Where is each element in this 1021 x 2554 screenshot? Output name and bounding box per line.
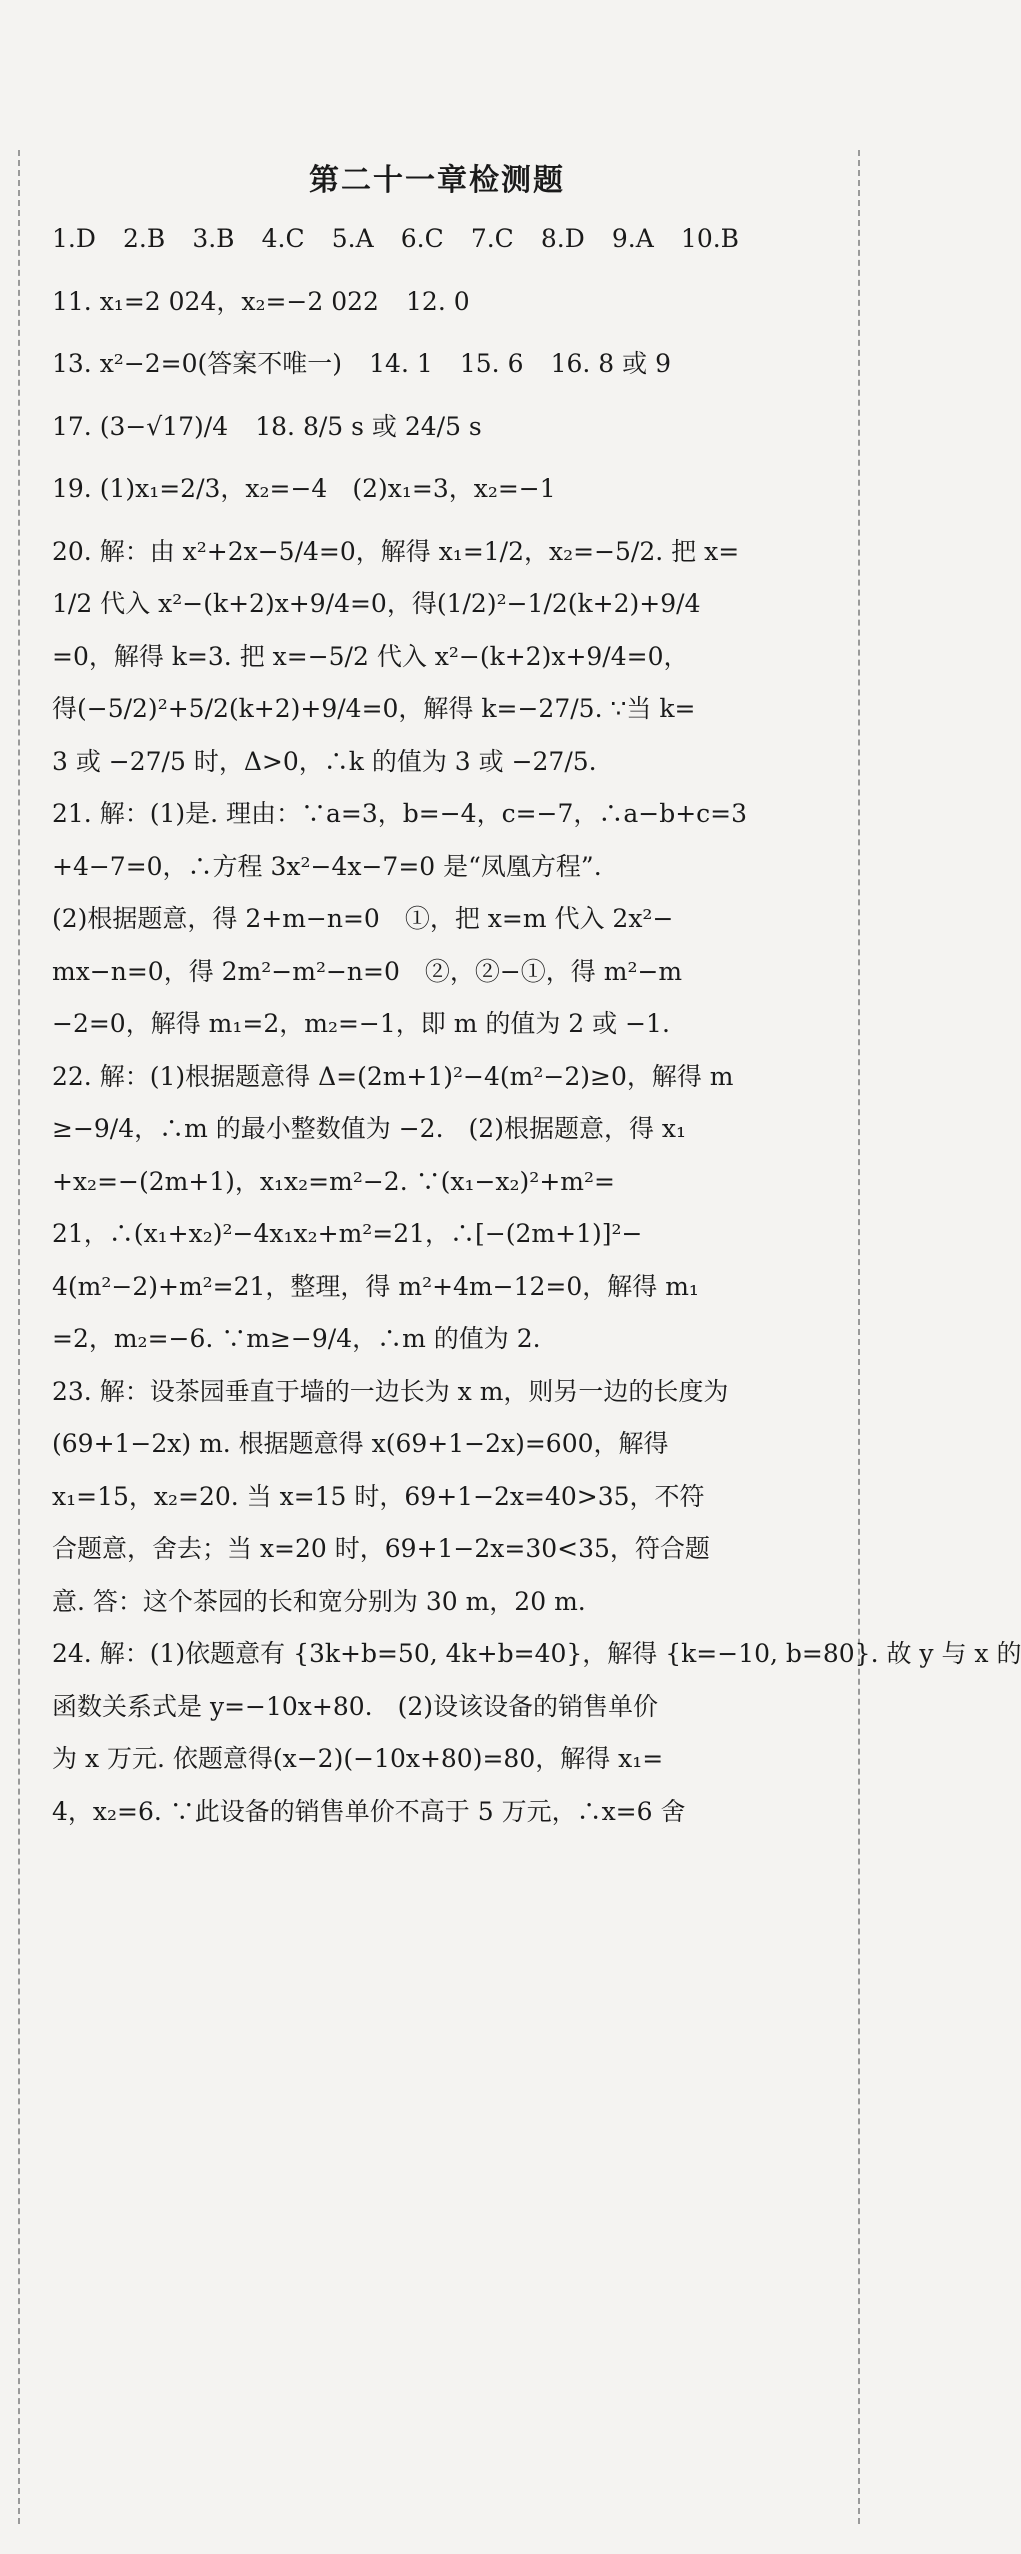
solution-line: 20. 解：由 x²+2x−5/4=0，解得 x₁=1/2，x₂=−5/2. 把 x= bbox=[52, 536, 740, 566]
solution-21 bbox=[52, 798, 822, 1041]
answers-row-4 bbox=[52, 411, 822, 444]
answer-17: 17. (3−√17)/4 bbox=[52, 411, 229, 441]
answer-3: 3.B bbox=[192, 224, 235, 253]
answer-page bbox=[52, 155, 1021, 1848]
answer-18: 18. 8/5 s 或 24/5 s bbox=[255, 411, 482, 441]
answer-12: 12. 0 bbox=[406, 286, 470, 316]
solution-line: 4(m²−2)+m²=21，整理，得 m²+4m−12=0，解得 m₁ bbox=[52, 1271, 699, 1301]
solution-20 bbox=[52, 536, 822, 779]
answers-row-3 bbox=[52, 348, 822, 381]
answer-1: 1.D bbox=[52, 224, 96, 253]
solution-22 bbox=[52, 1061, 822, 1356]
answer-5: 5.A bbox=[331, 224, 374, 253]
answer-4: 4.C bbox=[261, 224, 305, 253]
solution-line: 得(−5/2)²+5/2(k+2)+9/4=0，解得 k=−27/5. ∵当 k= bbox=[52, 694, 696, 723]
solution-line: 21. 解：(1)是. 理由：∵a=3，b=−4，c=−7，∴a−b+c=3 bbox=[52, 799, 748, 828]
solution-line: 21，∴(x₁+x₂)²−4x₁x₂+m²=21，∴[−(2m+1)]²− bbox=[52, 1219, 643, 1248]
solution-line: 意. 答：这个茶园的长和宽分别为 30 m，20 m. bbox=[52, 1586, 586, 1616]
page-title: 第二十一章检测题 bbox=[309, 163, 565, 198]
answer-10: 10.B bbox=[680, 224, 740, 253]
solution-line: ≥−9/4，∴m 的最小整数值为 −2. (2)根据题意，得 x₁ bbox=[52, 1114, 687, 1143]
answer-13: 13. x²−2=0(答案不唯一) bbox=[52, 349, 343, 378]
answer-14: 14. 1 bbox=[369, 349, 433, 378]
solution-23 bbox=[52, 1376, 822, 1619]
solution-line: 为 x 万元. 依题意得(x−2)(−10x+80)=80，解得 x₁= bbox=[52, 1744, 664, 1773]
answer-19: 19. (1)x₁=2/3，x₂=−4 (2)x₁=3，x₂=−1 bbox=[52, 474, 556, 503]
solution-line: 4，x₂=6. ∵此设备的销售单价不高于 5 万元，∴x=6 舍 bbox=[52, 1796, 686, 1826]
answer-7: 7.C bbox=[470, 224, 514, 253]
solution-line: 23. 解：设茶园垂直于墙的一边长为 x m，则另一边的长度为 bbox=[52, 1376, 729, 1406]
answer-9: 9.A bbox=[611, 224, 654, 253]
solution-line: (2)根据题意，得 2+m−n=0 ①，把 x=m 代入 2x²− bbox=[52, 904, 674, 933]
solution-line: 函数关系式是 y=−10x+80. (2)设该设备的销售单价 bbox=[52, 1691, 658, 1721]
solution-line: 3 或 −27/5 时，Δ>0，∴k 的值为 3 或 −27/5. bbox=[52, 746, 597, 776]
right-dashed-border bbox=[858, 150, 860, 2524]
solution-24 bbox=[52, 1638, 1021, 1828]
solution-line: mx−n=0，得 2m²−m²−n=0 ②，②−①，得 m²−m bbox=[52, 956, 683, 986]
solution-line: (69+1−2x) m. 根据题意得 x(69+1−2x)=600，解得 bbox=[52, 1429, 669, 1458]
answer-8: 8.D bbox=[540, 224, 585, 253]
solution-line: =2，m₂=−6. ∵m≥−9/4，∴m 的值为 2. bbox=[52, 1324, 541, 1353]
solution-line: −2=0，解得 m₁=2，m₂=−1，即 m 的值为 2 或 −1. bbox=[52, 1009, 670, 1038]
solution-line: +4−7=0，∴方程 3x²−4x−7=0 是“凤凰方程”. bbox=[52, 851, 602, 881]
solution-line: 1/2 代入 x²−(k+2)x+9/4=0，得(1/2)²−1/2(k+2)+9/4 bbox=[52, 589, 701, 618]
answer-11: 11. x₁=2 024，x₂=−2 022 bbox=[52, 286, 379, 316]
answer-2: 2.B bbox=[123, 224, 166, 253]
answers-row-1 bbox=[52, 223, 822, 256]
answer-6: 6.C bbox=[400, 224, 444, 253]
solution-line: 22. 解：(1)根据题意得 Δ=(2m+1)²−4(m²−2)≥0，解得 m bbox=[52, 1061, 734, 1091]
left-dashed-border bbox=[18, 150, 20, 2524]
answers-row-2 bbox=[52, 286, 822, 319]
solution-line: =0，解得 k=3. 把 x=−5/2 代入 x²−(k+2)x+9/4=0， bbox=[52, 641, 689, 671]
answer-16: 16. 8 或 9 bbox=[550, 349, 671, 378]
solution-line: 合题意，舍去；当 x=20 时，69+1−2x=30<35，符合题 bbox=[52, 1534, 710, 1563]
answers-row-5 bbox=[52, 473, 822, 506]
solution-line: 24. 解：(1)依题意有 {3k+b=50, 4k+b=40}，解得 {k=−10, b=80}. 故 y 与 x 的 bbox=[52, 1639, 1021, 1668]
solution-line: +x₂=−(2m+1)，x₁x₂=m²−2. ∵(x₁−x₂)²+m²= bbox=[52, 1166, 615, 1196]
solution-line: x₁=15，x₂=20. 当 x=15 时，69+1−2x=40>35，不符 bbox=[52, 1481, 705, 1511]
answer-15: 15. 6 bbox=[459, 349, 524, 378]
